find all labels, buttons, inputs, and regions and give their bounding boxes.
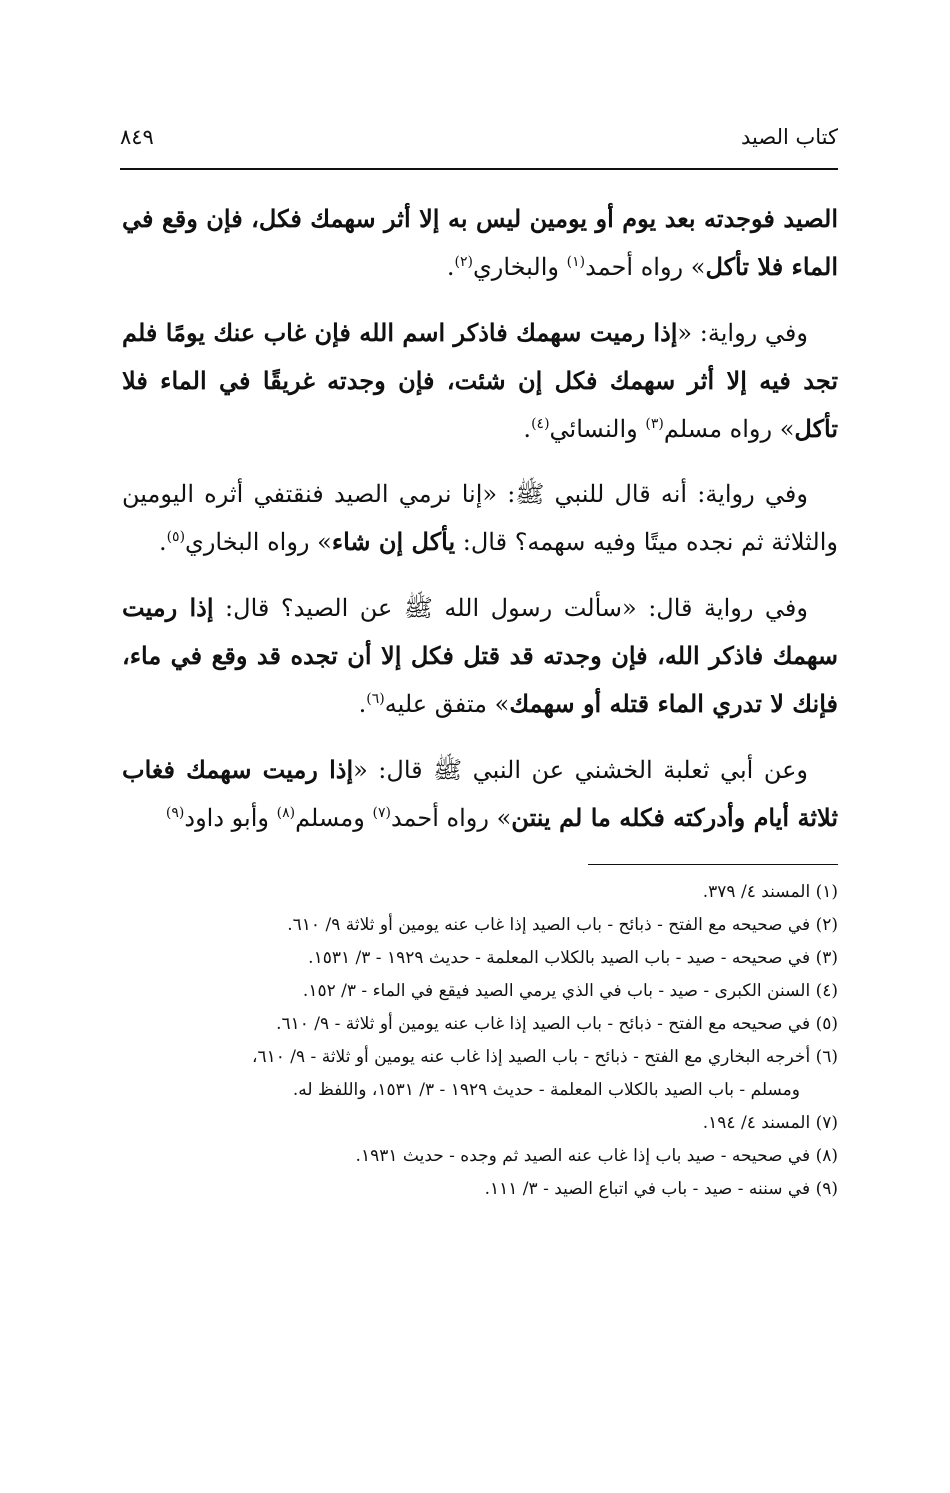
footnote-ref[interactable]: (٤): [531, 416, 550, 432]
main-text: [122, 195, 838, 860]
text-span: ومسلم: [295, 804, 373, 832]
text-span: .: [523, 415, 532, 443]
footnote-8: (٨) في صحيحه - صيد باب إذا غاب عنه الصيد ثم وجده - حديث ١٩٣١.: [355, 1146, 838, 1166]
text-span: » رواه مسلم: [663, 415, 795, 443]
footnote-9: (٩) في سننه - صيد - باب في اتباع الصيد - ٣/ ١١١.: [484, 1179, 838, 1199]
paragraph-2: [122, 309, 838, 453]
footnote-ref[interactable]: (٨): [276, 805, 296, 821]
header-divider: [120, 168, 838, 170]
footnotes: [122, 878, 838, 1208]
footnote-ref[interactable]: (١): [566, 254, 586, 270]
paragraph-1: [122, 195, 838, 291]
footnote-6-continued: ومسلم - باب الصيد بالكلاب المعلمة - حديث ١٩٢٩ - ٣/ ١٥٣١، واللفظ له.: [292, 1080, 800, 1100]
footnote-ref[interactable]: (٢): [454, 254, 473, 270]
text-span: وعن أبي ثعلبة الخشني عن النبي ﷺ قال: «: [353, 756, 809, 784]
text-span: وفي رواية: «: [677, 319, 808, 347]
footnote-1: (١) المسند ٤/ ٣٧٩.: [702, 882, 838, 902]
footnote-ref[interactable]: (٥): [166, 529, 186, 545]
text-span: » رواه البخاري: [185, 528, 332, 556]
text-span: .: [358, 690, 367, 718]
text-span: وأبو داود: [184, 804, 277, 832]
hadith-text: إذا رميت سهمك فاذكر الله، فإن وجدته قد قتل فكل إلا أن تجده قد وقع في ماء، فإنك لا تدري الماء قتله أو سهمك: [122, 593, 838, 718]
footnote-ref[interactable]: (٣): [645, 416, 664, 432]
text-span: .: [158, 528, 167, 556]
text-span: وفي رواية: أنه قال للنبي ﷺ: «إنا نرمي الصيد فنقتفي أثره اليومين والثلاثة ثم نجده ميتًا وفيه سهمه؟ قال:: [122, 480, 838, 556]
chapter-title: كتاب الصيد: [741, 125, 838, 149]
text-span: .: [446, 253, 455, 281]
text-span: والبخاري: [473, 253, 567, 281]
footnote-ref[interactable]: (٩): [165, 805, 185, 821]
footnote-7: (٧) المسند ٤/ ١٩٤.: [702, 1113, 838, 1133]
text-span: والنسائي: [549, 415, 646, 443]
text-span: » رواه أحمد: [390, 804, 512, 832]
text-span: » متفق عليه: [384, 690, 510, 718]
footnote-6: (٦) أخرجه البخاري مع الفتح - ذبائح - باب الصيد إذا غاب عنه يومين أو ثلاثة - ٩/ ٦١٠،: [251, 1047, 838, 1067]
hadith-text: إذا رميت سهمك فاذكر اسم الله فإن غاب عنك يومًا فلم تجد فيه إلا أثر سهمك فكل إن شئت، فإن وجدته غريقًا في الماء فلا تأكل: [122, 318, 838, 443]
paragraph-3: [122, 471, 838, 566]
footnote-5: (٥) في صحيحه مع الفتح - ذبائح - باب الصيد إذا غاب عنه يومين أو ثلاثة - ٩/ ٦١٠.: [276, 1014, 838, 1034]
text-span: » رواه أحمد: [585, 253, 706, 281]
footnote-ref[interactable]: (٦): [366, 691, 385, 707]
text-span: وفي رواية قال: «سألت رسول الله ﷺ عن الصيد؟ قال:: [213, 594, 808, 622]
hadith-text: الصيد فوجدته بعد يوم أو يومين ليس به إلا أثر سهمك فكل، فإن وقع في الماء فلا تأكل: [122, 204, 838, 281]
page-number: ٨٤٩: [120, 125, 154, 149]
footnote-ref[interactable]: (٧): [372, 805, 391, 821]
footnote-4: (٤) السنن الكبرى - صيد - باب في الذي يرمي الصيد فيقع في الماء - ٣/ ١٥٢.: [302, 981, 838, 1001]
footnote-3: (٣) في صحيحه - صيد - باب الصيد بالكلاب المعلمة - حديث ١٩٢٩ - ٣/ ١٥٣١.: [308, 948, 838, 968]
footnote-2: (٢) في صحيحه مع الفتح - ذبائح - باب الصيد إذا غاب عنه يومين أو ثلاثة ٩/ ٦١٠.: [287, 915, 838, 935]
paragraph-5: [122, 746, 838, 842]
hadith-text: إذا رميت سهمك فغاب ثلاثة أيام وأدركته فكله ما لم ينتن: [122, 755, 838, 832]
paragraph-4: [122, 584, 838, 728]
page-header: [120, 115, 838, 159]
footnote-divider: [588, 864, 838, 865]
hadith-text: يأكل إن شاء: [331, 527, 456, 556]
